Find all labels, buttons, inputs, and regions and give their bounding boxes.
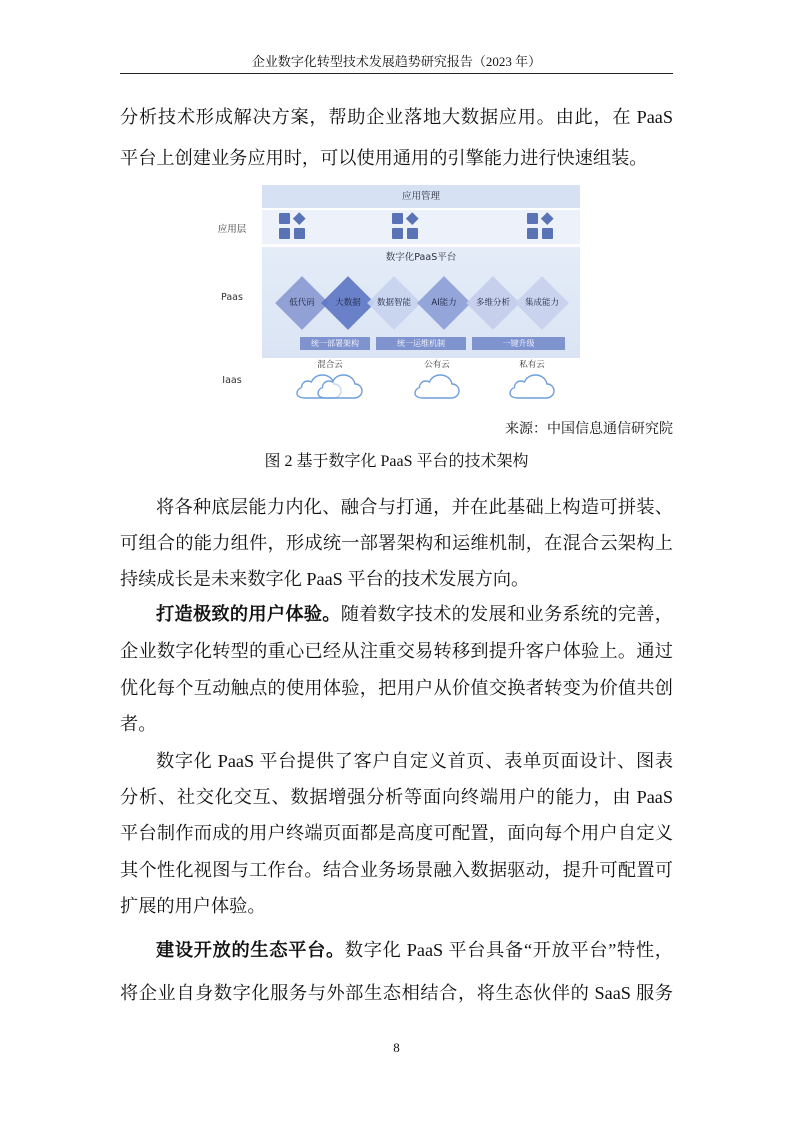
app-module-icon — [279, 213, 305, 239]
icon-square — [527, 213, 538, 224]
cloud-icon — [414, 372, 460, 400]
mechanism-bar: 一键升级 — [472, 337, 565, 350]
paragraph-line: 平台上创建业务应用时，可以使用通用的引擎能力进行快速组装。 — [120, 148, 648, 168]
figure-caption: 图 2 基于数字化 PaaS 平台的技术架构 — [264, 453, 529, 470]
cloud-icon — [296, 372, 364, 400]
running-header: 企业数字化转型技术发展趋势研究报告（2023 年） — [251, 54, 542, 69]
paragraph-line: 分析技术形成解决方案，帮助企业落地大数据应用。由此，在 PaaS — [120, 107, 673, 127]
icon-square — [542, 228, 553, 239]
cloud-label: 混合云 — [317, 360, 343, 370]
paragraph-text: 随着数字技术的发展和业务系统的完善， — [340, 604, 673, 624]
paragraph-line: 将企业自身数字化服务与外部生态相结合，将生态伙伴的 SaaS 服务 — [120, 983, 673, 1003]
figure-source: 来源：中国信息通信研究院 — [505, 422, 673, 437]
icon-diamond — [293, 212, 305, 224]
paragraph-line — [156, 936, 673, 964]
paragraph-line: 其个性化视图与工作台。结合业务场景融入数据驱动，提升可配置可 — [120, 860, 673, 880]
app-module-icon — [527, 213, 553, 239]
icon-square — [279, 228, 290, 239]
paragraph-line: 可组合的能力组件，形成统一部署架构和运维机制，在混合云架构上 — [120, 533, 673, 553]
icon-square — [392, 228, 403, 239]
paragraph-line: 优化每个互动触点的使用体验，把用户从价值交换者转变为价值共创 — [120, 678, 673, 698]
cloud-icon — [509, 372, 555, 400]
paragraph-line: 扩展的用户体验。 — [120, 896, 266, 916]
layer-label-app: 应用层 — [217, 224, 247, 235]
paragraph-line: 平台制作而成的用户终端页面都是高度可配置，面向每个用户自定义 — [120, 823, 673, 843]
capability-label: 数据智能 — [376, 298, 411, 308]
mechanism-bar: 统一部署架构 — [300, 337, 370, 350]
page-number: 8 — [393, 1040, 400, 1055]
capability-label: 集成能力 — [524, 298, 559, 308]
icon-square — [527, 228, 538, 239]
paragraph-line — [156, 600, 673, 628]
header-rule — [120, 73, 673, 74]
icon-diamond — [406, 212, 418, 224]
layer-label-iaas: Iaas — [222, 375, 242, 386]
capability-label: 低代码 — [289, 298, 315, 308]
paragraph-line: 企业数字化转型的重心已经从注重交易转移到提升客户体验上。通过 — [120, 641, 673, 661]
icon-square — [407, 228, 418, 239]
capability-label: AI能力 — [431, 298, 457, 308]
icon-square — [294, 228, 305, 239]
bold-lead-text: 建设开放的生态平台。 — [156, 940, 345, 961]
paragraph-line: 者。 — [120, 714, 157, 734]
paragraph-text: 数字化 PaaS 平台具备“开放平台”特性， — [344, 940, 673, 960]
cloud-label: 私有云 — [519, 360, 545, 370]
mechanism-bar: 统一运维机制 — [376, 337, 466, 350]
paragraph-line: 分析、社交化交互、数据增强分析等面向终端用户的能力，由 PaaS — [120, 787, 673, 807]
paragraph-line: 持续成长是未来数字化 PaaS 平台的技术发展方向。 — [120, 569, 530, 589]
paas-platform-title: 数字化PaaS平台 — [385, 252, 457, 263]
cloud-label: 公有云 — [424, 360, 450, 370]
capability-label: 多维分析 — [475, 298, 510, 308]
icon-diamond — [541, 212, 553, 224]
paragraph-line: 数字化 PaaS 平台提供了客户自定义首页、表单页面设计、图表 — [156, 751, 673, 771]
bold-lead-text: 打造极致的用户体验。 — [156, 604, 341, 625]
app-management-bar: 应用管理 — [262, 185, 580, 208]
layer-label-paas: Paas — [221, 292, 243, 303]
app-module-icon — [392, 213, 418, 239]
icon-square — [279, 213, 290, 224]
paragraph-line: 将各种底层能力内化、融合与打通，并在此基础上构造可拼装、 — [156, 497, 673, 517]
capability-label: 大数据 — [335, 298, 361, 308]
icon-square — [392, 213, 403, 224]
